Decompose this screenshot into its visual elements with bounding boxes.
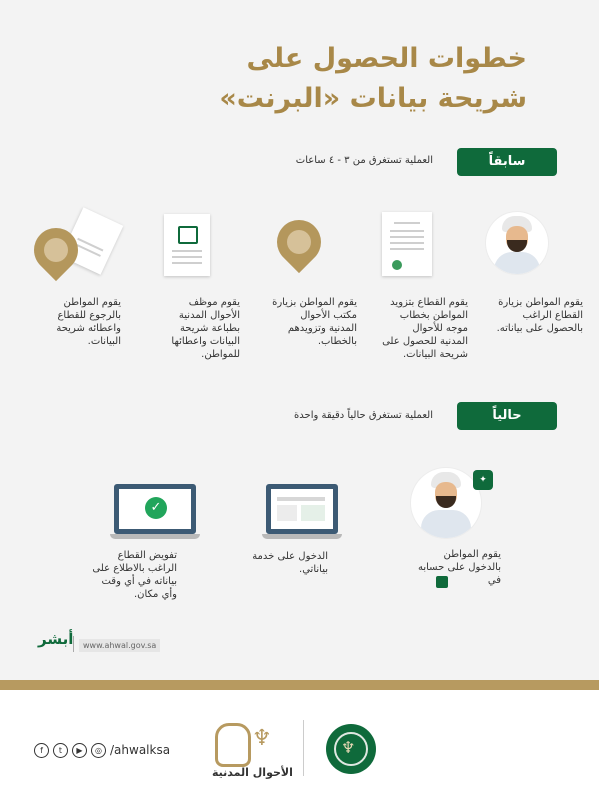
- previous-step-4: يقوم موظف الأحوال المدنية بطباعة شريحة البيانات واعطائها للمواطن.: [171, 297, 240, 360]
- letter-document-icon: [382, 212, 432, 276]
- previously-duration: العملية تستغرق من ٣ - ٤ ساعات: [295, 155, 433, 166]
- current-step-1: يقوم المواطن بالدخول على حسابه في: [417, 549, 501, 586]
- gold-divider: [0, 680, 599, 690]
- laptop-service-icon: [266, 484, 338, 534]
- title-line-2: شريحة بيانات «البرنت»: [219, 83, 527, 114]
- absher-logo: أبشر: [38, 630, 74, 648]
- citizen-phone-avatar-icon: [411, 468, 481, 538]
- absher-inline-icon: [436, 576, 448, 588]
- checkmark-icon: ✓: [145, 497, 167, 519]
- current-step-3: تفويض القطاع الراغب بالاطلاع على بياناته في أي وقت وأي مكان.: [92, 550, 177, 600]
- twitter-icon[interactable]: t: [53, 743, 68, 758]
- previous-step-5: يقوم المواطن بالرجوع للقطاع واعطائه شريحة البيانات.: [56, 297, 121, 347]
- currently-duration: العملية تستغرق حالياً دقيقة واحدة: [294, 410, 433, 421]
- youtube-icon[interactable]: ▶: [72, 743, 87, 758]
- previously-badge: سابقاً: [457, 148, 557, 176]
- title-line-1: خطوات الحصول على: [246, 43, 527, 74]
- absher-app-icon: ✦: [473, 470, 493, 490]
- printed-document-icon: [164, 214, 210, 276]
- website-link[interactable]: www.ahwal.gov.sa: [79, 639, 160, 652]
- citizen-avatar-icon: [486, 212, 548, 274]
- social-handle[interactable]: /ahwalksa: [110, 743, 171, 757]
- logo-divider: [73, 636, 74, 652]
- laptop-approval-icon: [114, 484, 196, 534]
- currently-badge: حالياً: [457, 402, 557, 430]
- footer: [0, 690, 599, 808]
- fingerprint-logo-icon: [215, 723, 251, 767]
- previous-step-3: يقوم المواطن بزيارة مكتب الأحوال المدنية وتزويدهم بالخطاب.: [272, 297, 357, 347]
- facebook-icon[interactable]: f: [34, 743, 49, 758]
- palm-swords-emblem-icon: ♆: [252, 726, 272, 751]
- ministry-emblem-icon: ♆: [326, 724, 376, 774]
- footer-divider: [303, 720, 304, 776]
- current-step-2: الدخول على خدمة بياناتي.: [252, 551, 328, 575]
- ahwal-logo-text: الأحوال المدنية: [212, 766, 293, 779]
- previous-step-2: يقوم القطاع بتزويد المواطن بخطاب موجه للأحوال المدنية للحصول على شريحة البيانات.: [382, 297, 468, 360]
- laptop-base-2: [110, 534, 200, 539]
- previous-step-1: يقوم المواطن بزيارة القطاع الراغب بالحصول على بياناته.: [496, 297, 583, 334]
- instagram-icon[interactable]: ◎: [91, 743, 106, 758]
- laptop-base: [262, 534, 342, 539]
